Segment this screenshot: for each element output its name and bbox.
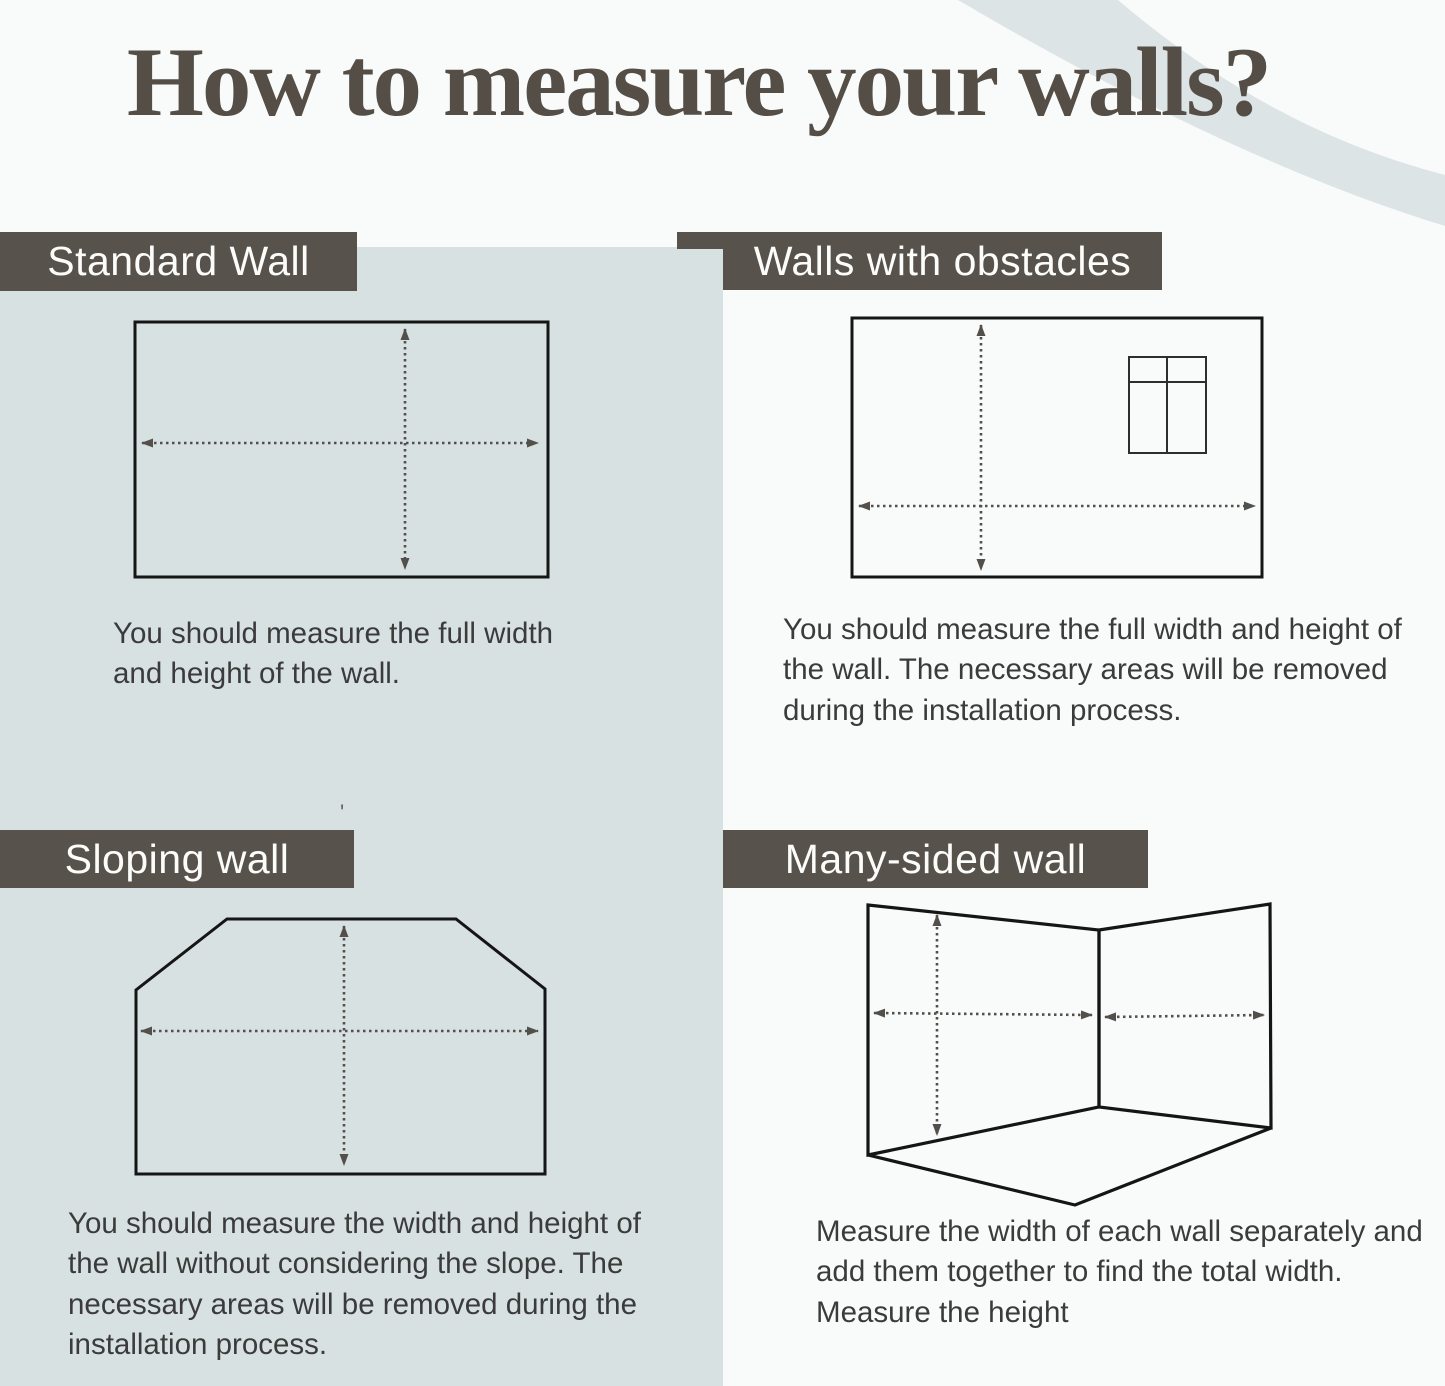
section-banner-sloping-wall — [0, 830, 354, 888]
left-width-arrow — [874, 1013, 1092, 1015]
banner-label: Many-sided wall — [784, 835, 1087, 882]
section-description-standard-wall: You should measure the full width and height of the wall. — [113, 617, 554, 691]
stray-mark: ' — [340, 800, 345, 825]
banner-label: Sloping wall — [64, 835, 290, 882]
section-description-walls-with-obstacles: You should measure the full width and height of the wall. The necessary areas will be removed during the installation process. — [783, 613, 1402, 727]
section-banner-standard-wall — [0, 232, 357, 291]
section-banner-many-sided-wall — [723, 830, 1148, 888]
section-description-sloping-wall: You should measure the width and height of the wall without considering the slope. The necessary areas will be removed during the installation process. — [68, 1207, 641, 1362]
banner-label: Standard Wall — [47, 238, 310, 284]
section-banner-walls-with-obstacles — [723, 232, 1162, 290]
banner-step-decoration — [677, 232, 723, 249]
sloping-wall-diagram — [130, 913, 555, 1183]
section-description-many-sided-wall: Measure the width of each wall separately and add them together to find the total width. Measure the height — [816, 1215, 1423, 1329]
wall-outline — [135, 322, 548, 577]
page-title: How to measure your walls? — [126, 28, 1271, 137]
left-wall-outline — [868, 905, 1099, 1155]
many-sided-wall-diagram — [860, 895, 1280, 1215]
standard-wall-diagram — [130, 315, 555, 585]
floor-outline — [868, 1128, 1271, 1205]
wall-outline — [136, 919, 545, 1174]
right-width-arrow — [1105, 1015, 1264, 1017]
window-obstacle — [1129, 357, 1206, 453]
banner-label: Walls with obstacles — [753, 237, 1132, 284]
obstacles-wall-diagram — [845, 310, 1270, 585]
